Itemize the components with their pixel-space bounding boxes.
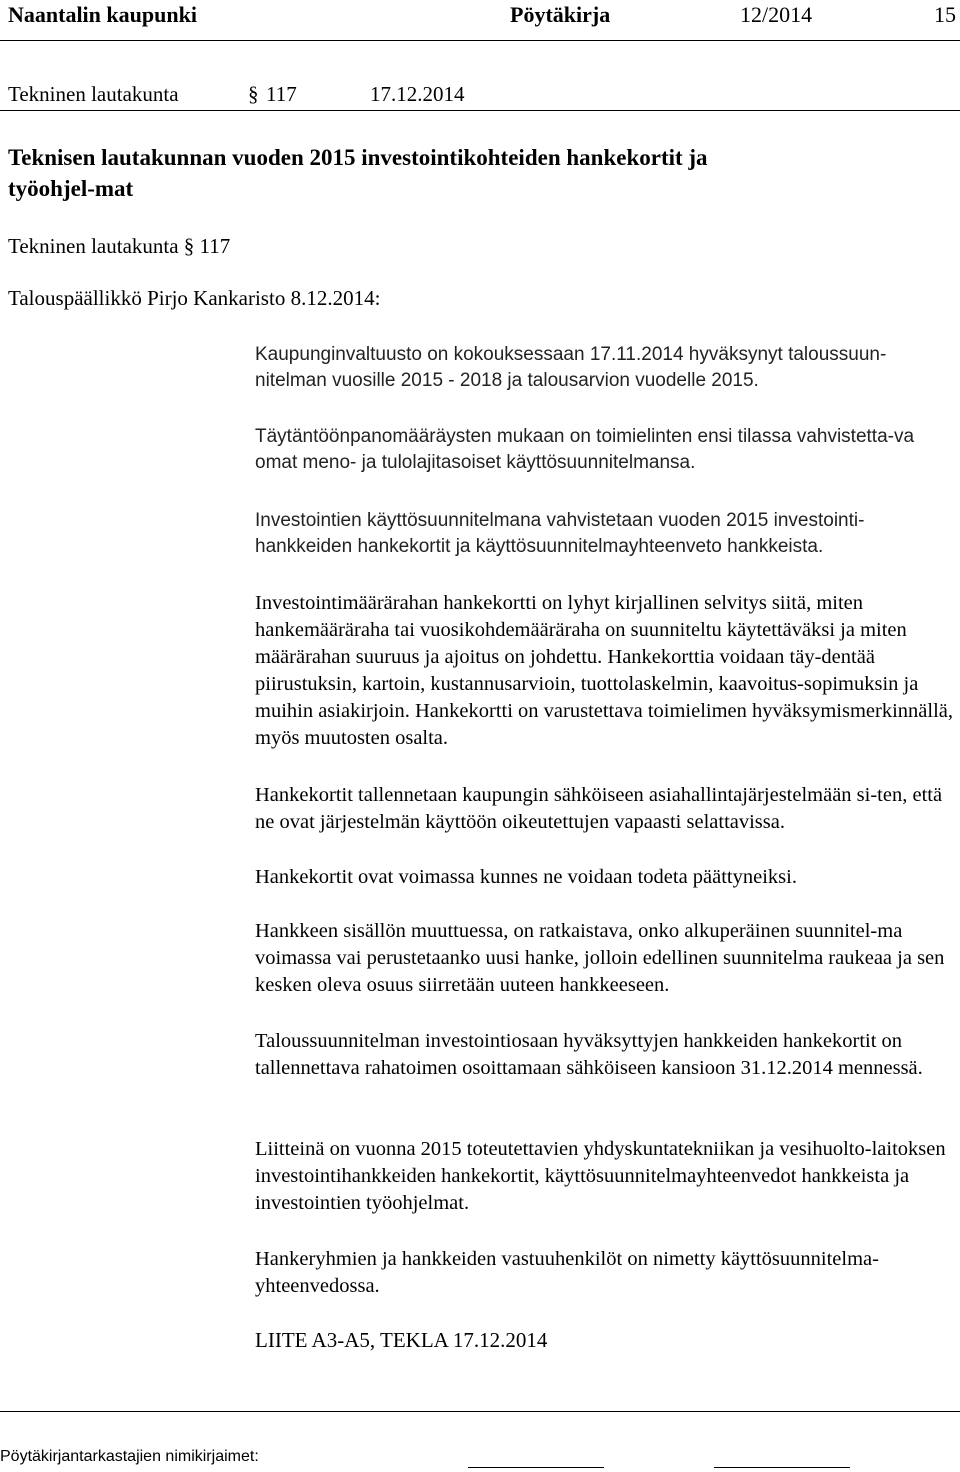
preparer-line: Talouspäällikkö Pirjo Kankaristo 8.12.2014: [8,286,381,310]
signatures-label: Pöytäkirjantarkastajien nimikirjaimet: [0,1448,259,1465]
footer-divider [0,1411,960,1412]
section-number: 117 [266,82,297,106]
paragraph: Investointien käyttösuunnitelmana vahvistetaan vuoden 2015 investointi-hankkeiden hankekortit ja käyttösuunnitelmayhteenveto hankkeista. [255,510,865,557]
reference-line: Tekninen lautakunta § 117 [8,234,231,258]
page-number: 15 [934,2,956,27]
document-type: Pöytäkirja [510,2,611,27]
page-header [0,0,960,36]
municipality-name: Naantalin kaupunki [8,2,197,27]
paragraph: Investointimäärärahan hankekortti on lyhyt kirjallinen selvitys siitä, miten hankemääräraha tai vuosikohdemääräraha on suunniteltu käytettäväksi ja miten määrärahan suuruus ja ajoitus on johdettu. Hankekorttia voidaan täy-dentää piirustuksin, kartoin, kustannusarvioin, tuottolaskelmin, kaavoitus-sopimuksin ja muihin asiakirjoin. Hankekortti on varustettava toimielimen hyväksymismerkinnällä, myös muutosten osalta. [255,592,953,749]
meta-divider [0,110,960,111]
paragraph: Hankkeen sisällön muuttuessa, on ratkaistava, onko alkuperäinen suunnitel-ma voimassa vai perustetaanko uusi hanke, jolloin edellinen suunnitelma raukeaa ja sen kesken oleva osuus siirretään uuteen hankkeeseen. [255,920,945,996]
paragraph: Täytäntöönpanomääräysten mukaan on toimielinten ensi tilassa vahvistetta-va omat meno- ja tulolajitasoiset käyttösuunnitelmansa. [255,426,915,473]
paragraph: Kaupunginvaltuusto on kokouksessaan 17.11.2014 hyväksynyt taloussuun-nitelman vuosille 2015 - 2018 ja talousarvion vuodelle 2015. [255,344,887,391]
signature-line [468,1467,604,1468]
paragraph: Hankekortit tallennetaan kaupungin sähköiseen asiahallintajärjestelmään si-ten, että ne ovat järjestelmän käyttöön oikeutettujen vapaasti selattavissa. [255,784,943,833]
page-title: Teknisen lautakunnan vuoden 2015 investointikohteiden hankekortit ja työohjel-mat [8,145,708,201]
paragraph: Taloussuunnitelman investointiosaan hyväksyttyjen hankkeiden hankekortit on tallennettava rahatoimen osoittamaan sähköiseen kansioon 31.12.2014 mennessä. [255,1030,923,1079]
signature-line [714,1467,850,1468]
meeting-date: 17.12.2014 [370,82,465,106]
board-name: Tekninen lautakunta [8,82,179,106]
attachment-reference: LIITE A3-A5, TEKLA 17.12.2014 [255,1328,548,1352]
paragraph: Liitteinä on vuonna 2015 toteutettavien yhdyskuntatekniikan ja vesihuolto-laitoksen investointihankkeiden hankekortit, käyttösuunnitelmayhteenvedot hankkeista ja investointien työohjelmat. [255,1138,946,1214]
section-symbol: § [248,82,259,106]
paragraph: Hankekortit ovat voimassa kunnes ne voidaan todeta päättyneiksi. [255,866,797,888]
document-number: 12/2014 [740,2,813,27]
paragraph: Hankeryhmien ja hankkeiden vastuuhenkilöt on nimetty käyttösuunnitelma-yhteenvedossa. [255,1248,879,1297]
header-divider [0,40,960,41]
